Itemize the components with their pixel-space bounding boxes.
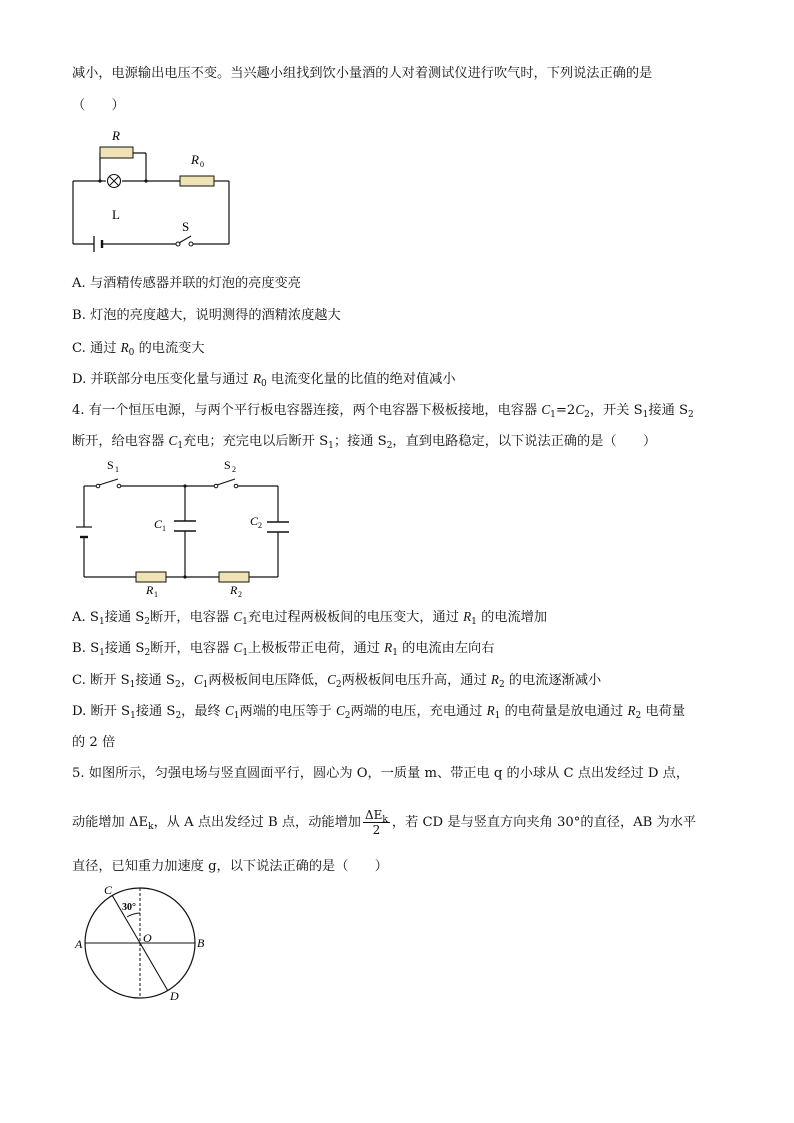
label-d: D (170, 989, 179, 1003)
q3-stem-line2: （ ） (72, 98, 125, 113)
label-a: A (75, 937, 83, 951)
svg-text:1: 1 (162, 524, 166, 533)
label-c1: C (154, 517, 163, 531)
q4-option-b[interactable]: B. $S_1$接通 $S_2$断开，电容器 $C_1$上极板带正电荷，通过 $R_1$ 的电流由左向右 (72, 640, 495, 658)
q4-option-d[interactable]: D. 断开 $S_1$接通 $S_2$，最终 $C_1$两端的电压等于 $C_2$两端的电压，充电通过 $R_1$ 的电荷量是放电通过 $R_2$ 电荷量 (72, 703, 686, 721)
q3-option-a[interactable]: A. 与酒精传感器并联的灯泡的亮度变亮 (72, 276, 301, 291)
q5-stem-line3: 直径，已知重力加速度 g，以下说法正确的是（ ） (72, 859, 388, 874)
label-r1: R (146, 583, 154, 597)
label-r2: R (230, 583, 238, 597)
label-s1: S (107, 458, 114, 472)
svg-text:1: 1 (154, 590, 158, 599)
delta-ek-over-2: $\frac{\Delta E_k}{2}$ (364, 808, 388, 837)
q5-stem-line1: 5. 如图所示，匀强电场与竖直圆面平行，圆心为 O，一质量 m、带正电 q 的小球从 C 点出发经过 D 点， (72, 766, 690, 781)
label-angle: 30° (122, 902, 136, 913)
q3-option-b[interactable]: B. 灯泡的亮度越大，说明测得的酒精浓度越大 (72, 308, 341, 323)
q4-stem-line1: 4. 有一个恒压电源，与两个平行板电容器连接，两个电容器下极板接地，电容器 $C_1=2C_2$，开关 $S_1$接通 $S_2$ (72, 402, 694, 420)
svg-text:1: 1 (115, 465, 119, 474)
angle-arc (127, 913, 140, 917)
label-r0: R (191, 152, 199, 167)
q4-option-d-cont: 的 2 倍 (72, 735, 116, 750)
resistor-r0-icon (180, 176, 214, 186)
label-s2: S (224, 458, 231, 472)
label-b: B (197, 936, 205, 950)
q4-option-c[interactable]: C. 断开 $S_1$接通 $S_2$，$C_1$两极板间电压降低，$C_2$两极板间电压升高，通过 $R_2$ 的电流逐渐减小 (72, 672, 602, 690)
label-o: O (143, 931, 152, 945)
q5-circle-diagram (70, 880, 220, 1010)
resistor-r1-icon (136, 572, 166, 582)
q3-option-c[interactable]: C. 通过 $R_0$ 的电流变大 (72, 340, 205, 358)
q5-stem-line2: 动能增加 $\Delta E_k$，从 A 点出发经过 B 点，动能增加 $\frac{\Delta E_k}{2}$ ，若 CD 是与竖直方向夹角 30°的直径，AB 为水平 (72, 808, 697, 837)
label-r0-sub: 0 (200, 160, 204, 169)
label-c2: C (250, 514, 259, 528)
q4-circuit-diagram (64, 455, 294, 601)
label-c: C (104, 883, 113, 897)
label-r: R (112, 128, 120, 143)
svg-text:2: 2 (232, 465, 236, 474)
svg-text:2: 2 (258, 521, 262, 530)
q4-option-a[interactable]: A. $S_1$接通 $S_2$断开，电容器 $C_1$充电过程两极板间的电压变大，通过 $R_1$ 的电流增加 (72, 609, 548, 627)
q4-stem-line2: 断开，给电容器 $C_1$充电；充完电以后断开 $S_1$；接通 $S_2$，直到电路稳定，以下说法正确的是（ ） (72, 433, 657, 451)
q3-option-d[interactable]: D. 并联部分电压变化量与通过 $R_0$ 电流变化量的比值的绝对值减小 (72, 371, 456, 389)
label-s: S (182, 219, 190, 234)
svg-text:2: 2 (238, 590, 242, 599)
resistor-r2-icon (219, 572, 249, 582)
q3-circuit-diagram (60, 124, 250, 254)
resistor-r-icon (100, 147, 133, 158)
q3-stem-line1: 减小，电源输出电压不变。当兴趣小组找到饮小量酒的人对着测试仪进行吹气时，下列说法正确的是 (72, 66, 653, 81)
label-l: L (112, 207, 120, 222)
